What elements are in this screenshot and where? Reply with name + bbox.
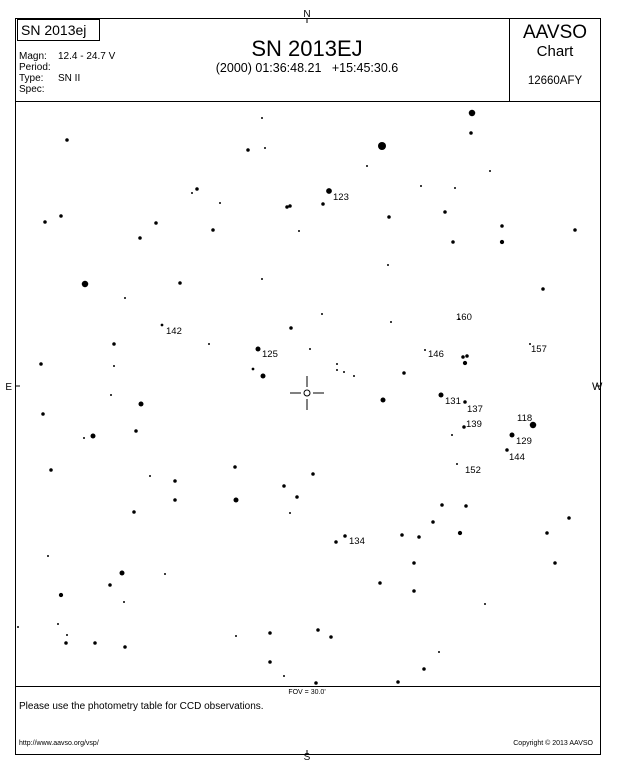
- star: [66, 634, 68, 636]
- copyright: Copyright © 2013 AAVSO: [513, 740, 593, 747]
- star: [91, 434, 96, 439]
- comparison-star-label: 152: [465, 465, 481, 476]
- chart-word: Chart: [536, 43, 574, 60]
- star: [161, 324, 164, 327]
- star: [381, 398, 386, 403]
- star: [49, 468, 53, 472]
- star: [93, 641, 97, 645]
- star: [138, 236, 142, 240]
- star: [402, 371, 406, 375]
- star: [489, 170, 491, 172]
- star: [387, 264, 389, 266]
- star: [110, 394, 112, 396]
- star: [289, 512, 291, 514]
- chart-title: SN 2013EJ: [251, 36, 363, 61]
- star: [219, 202, 221, 204]
- coordinates: (2000) 01:36:48.21 +15:45:30.6: [215, 61, 399, 75]
- star: [396, 680, 400, 684]
- star: [321, 202, 325, 206]
- star: [83, 437, 85, 439]
- star: [510, 433, 515, 438]
- chart-frame: [16, 19, 601, 755]
- star: [573, 228, 577, 232]
- star: [164, 573, 166, 575]
- comparison-star-label: 125: [262, 349, 278, 360]
- star: [268, 631, 272, 635]
- star: [112, 342, 116, 346]
- star-name-label: SN 2013ej: [21, 22, 87, 38]
- star: [252, 368, 255, 371]
- star: [378, 581, 382, 585]
- star: [378, 142, 386, 150]
- star: [134, 429, 138, 433]
- star: [412, 561, 416, 565]
- aavso-logo-text: AAVSO: [522, 22, 588, 43]
- fov-label: FOV = 30.0': [288, 689, 326, 696]
- spec-label: Spec:: [19, 84, 45, 95]
- star: [139, 402, 144, 407]
- star: [412, 589, 416, 593]
- star: [282, 484, 286, 488]
- star: [458, 531, 462, 535]
- star: [82, 281, 89, 288]
- star: [500, 240, 504, 244]
- north-label: N: [303, 9, 311, 20]
- star: [233, 465, 237, 469]
- star: [464, 504, 468, 508]
- comparison-star-label: 146: [428, 349, 444, 360]
- comparison-star-label: 139: [466, 419, 482, 430]
- comparison-star-label: 137: [467, 404, 483, 415]
- star: [261, 117, 263, 119]
- star: [461, 355, 465, 359]
- star: [234, 498, 239, 503]
- star: [178, 281, 182, 285]
- star: [366, 165, 368, 167]
- star: [440, 503, 444, 507]
- star: [123, 601, 125, 603]
- star: [326, 188, 332, 194]
- star: [390, 321, 392, 323]
- star: [314, 681, 318, 685]
- period-label: Period:: [19, 62, 51, 73]
- star: [288, 204, 292, 208]
- star: [500, 224, 504, 228]
- star: [195, 187, 199, 191]
- star: [334, 540, 338, 544]
- magnitude-value: 12.4 - 24.7 V: [58, 51, 116, 62]
- star: [57, 623, 59, 625]
- star: [59, 214, 63, 218]
- star: [343, 534, 347, 538]
- comparison-star-label: 144: [509, 452, 525, 463]
- star: [17, 626, 19, 628]
- star: [321, 313, 323, 315]
- comparison-star-label: 142: [166, 326, 182, 337]
- type-label: Type:: [19, 73, 44, 84]
- star: [261, 374, 266, 379]
- star: [387, 215, 391, 219]
- star: [424, 349, 426, 351]
- star: [417, 535, 421, 539]
- south-label: S: [303, 752, 311, 762]
- star: [309, 348, 311, 350]
- comparison-star-label: 160: [456, 312, 472, 323]
- star: [264, 147, 266, 149]
- star: [353, 375, 355, 377]
- star: [329, 635, 333, 639]
- star: [173, 479, 177, 483]
- comparison-star-label: 118: [517, 413, 533, 424]
- url-link[interactable]: http://www.aavso.org/vsp/: [19, 740, 99, 747]
- star: [420, 185, 422, 187]
- star: [469, 131, 473, 135]
- star: [285, 205, 289, 209]
- star: [120, 571, 125, 576]
- star: [336, 369, 338, 371]
- star: [439, 393, 444, 398]
- star: [295, 495, 299, 499]
- star: [191, 192, 193, 194]
- star: [451, 240, 455, 244]
- star: [59, 593, 63, 597]
- star: [431, 520, 435, 524]
- star: [256, 347, 261, 352]
- star: [268, 660, 272, 664]
- type-value: SN II: [58, 73, 81, 84]
- star: [465, 354, 469, 358]
- west-label: W: [592, 381, 603, 393]
- star: [451, 434, 453, 436]
- magnitude-label: Magn:: [19, 51, 47, 62]
- comparison-star-label: 134: [349, 536, 365, 547]
- comparison-star-label: 131: [445, 396, 461, 407]
- star: [39, 362, 43, 366]
- star: [235, 635, 237, 637]
- star: [422, 667, 426, 671]
- star: [154, 221, 158, 225]
- star: [311, 472, 315, 476]
- star: [113, 365, 115, 367]
- chart-id: 12660AFY: [527, 75, 583, 87]
- star: [456, 463, 458, 465]
- star: [124, 297, 126, 299]
- star: [545, 531, 549, 535]
- star: [469, 110, 476, 117]
- star: [41, 412, 45, 416]
- star: [43, 220, 47, 224]
- star: [208, 343, 210, 345]
- comparison-star-label: 129: [516, 436, 532, 447]
- star: [541, 287, 545, 291]
- star: [463, 361, 467, 365]
- star: [132, 510, 136, 514]
- star: [289, 326, 293, 330]
- star: [283, 675, 285, 677]
- star: [173, 498, 177, 502]
- star: [246, 148, 250, 152]
- star: [64, 641, 68, 645]
- comparison-star-label: 157: [531, 344, 547, 355]
- star: [443, 210, 447, 214]
- ccd-note: Please use the photometry table for CCD observations.: [19, 701, 264, 712]
- star: [400, 533, 404, 537]
- star: [211, 228, 215, 232]
- star: [123, 645, 127, 649]
- star: [553, 561, 557, 565]
- star: [484, 603, 486, 605]
- star: [298, 230, 300, 232]
- comparison-star-label: 123: [333, 192, 349, 203]
- star: [261, 278, 263, 280]
- star: [454, 187, 456, 189]
- star: [65, 138, 69, 142]
- star: [108, 583, 112, 587]
- star: [343, 371, 345, 373]
- east-label: E: [5, 382, 12, 393]
- star: [567, 516, 571, 520]
- star: [336, 363, 338, 365]
- star: [316, 628, 320, 632]
- star: [438, 651, 440, 653]
- star: [149, 475, 151, 477]
- star: [47, 555, 49, 557]
